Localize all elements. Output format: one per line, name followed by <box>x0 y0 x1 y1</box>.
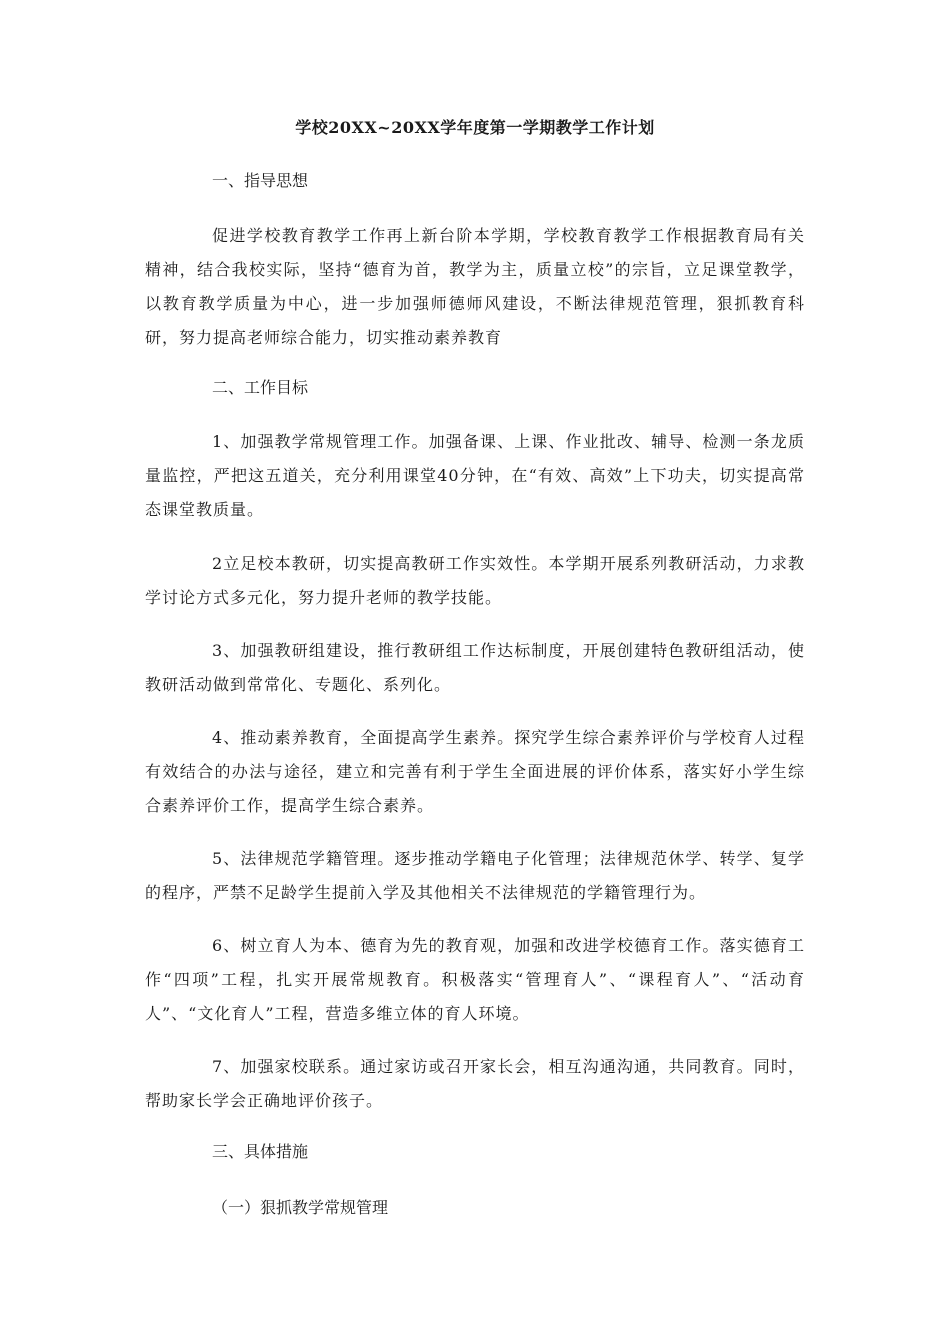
section-heading-guiding-thought: 一、指导思想 <box>212 171 309 190</box>
sub-heading-teaching-routine: （一）狠抓教学常规管理 <box>212 1198 389 1217</box>
section-heading-work-goals: 二、工作目标 <box>212 378 309 397</box>
goal-item-2: 2立足校本教研，切实提高教研工作实效性。本学期开展系列教研活动，力求教学讨论方式多元化，努力提升老师的教学技能。 <box>145 554 805 607</box>
paragraph-guiding-thought: 促进学校教育教学工作再上新台阶本学期，学校教育教学工作根据教育局有关精神，结合我校实际，坚持“德育为首，教学为主，质量立校”的宗旨，立足课堂教学，以教育教学质量为中心，进一步加强师德师风建设，不断法律规范管理，狠抓教育科研，努力提高老师综合能力，切实推动素养教育 <box>145 226 805 347</box>
goal-item-3: 3、加强教研组建设，推行教研组工作达标制度，开展创建特色教研组活动，使教研活动做到常常化、专题化、系列化。 <box>145 641 805 694</box>
section-heading-measures: 三、具体措施 <box>212 1142 309 1161</box>
goal-item-4: 4、推动素养教育，全面提高学生素养。探究学生综合素养评价与学校育人过程有效结合的办法与途径，建立和完善有利于学生全面进展的评价体系，落实好小学生综合素养评价工作，提高学生综合素养。 <box>145 728 805 815</box>
goal-item-5: 5、法律规范学籍管理。逐步推动学籍电子化管理；法律规范休学、转学、复学的程序，严禁不足龄学生提前入学及其他相关不法律规范的学籍管理行为。 <box>145 849 805 902</box>
goal-item-1: 1、加强教学常规管理工作。加强备课、上课、作业批改、辅导、检测一条龙质量监控，严把这五道关，充分利用课堂40分钟，在“有效、高效”上下功夫，切实提高常态课堂教质量。 <box>145 432 805 519</box>
goal-item-6: 6、树立育人为本、德育为先的教育观，加强和改进学校德育工作。落实德育工作“四项”工程，扎实开展常规教育。积极落实“管理育人”、“课程育人”、“活动育人”、“文化育人”工程，营造多维立体的育人环境。 <box>145 936 805 1023</box>
document-title: 学校20XX~20XX学年度第一学期教学工作计划 <box>295 118 655 137</box>
goal-item-7: 7、加强家校联系。通过家访或召开家长会，相互沟通沟通，共同教育。同时，帮助家长学会正确地评价孩子。 <box>145 1057 805 1110</box>
